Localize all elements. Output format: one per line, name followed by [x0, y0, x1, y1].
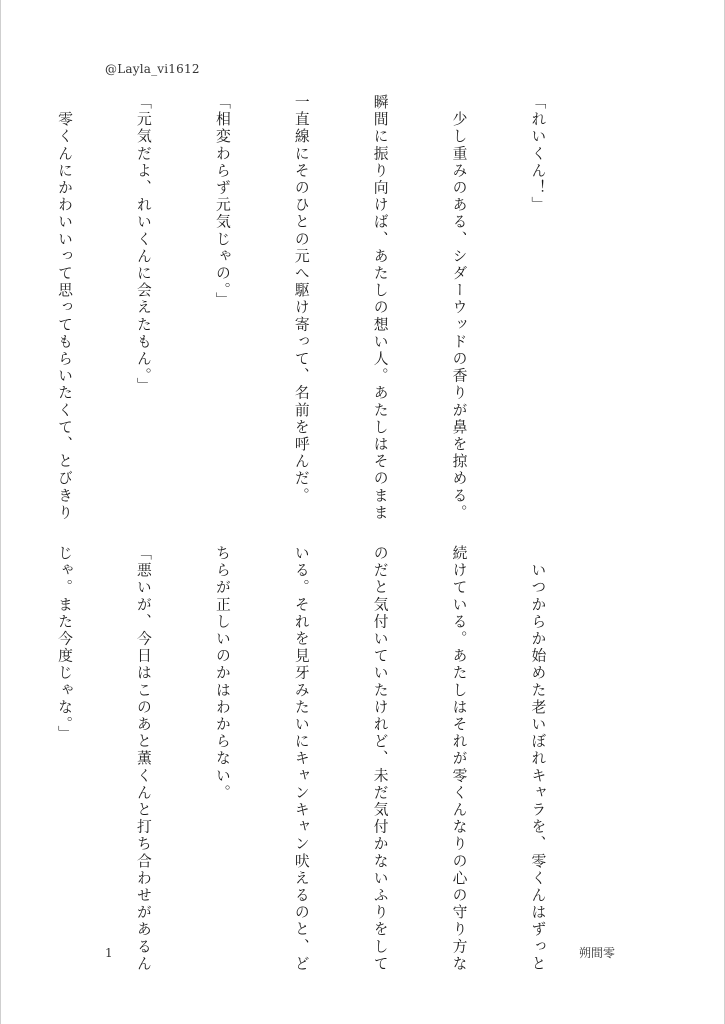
- text-column: 続けている。あたしはそれが零くんなりの心の守り方な: [450, 545, 468, 973]
- text-column: ちらが正しいのかはわからない。: [213, 545, 231, 802]
- text-column: 瞬間に振り向けば、あたしの想い人。あたしはそのまま: [371, 94, 389, 522]
- text-column: 一直線にそのひとの元へ駆け寄って、名前を呼んだ。: [292, 94, 310, 505]
- text-column: いる。それを見牙みたいにキャンキャン吠えるのと、ど: [292, 545, 310, 973]
- running-footer-name: 朔間零: [579, 946, 616, 960]
- text-column: 零くんにかわいいって思ってもらいたくて、とびきり: [56, 94, 74, 522]
- page-number: 1: [105, 946, 113, 960]
- text-block-upper: [56, 94, 603, 522]
- author-handle: @Layla_vi1612: [105, 62, 200, 76]
- text-column: 「元気だよ、れいくんに会えたもん。」: [134, 94, 152, 395]
- text-column: 少し重みのある、シダーウッドの香りが鼻を掠める。: [450, 94, 468, 522]
- text-column: 「悪いが、今日はこのあと薫くんと打ち合わせがあるん: [134, 545, 152, 973]
- text-column: いつからか始めた老いぼれキャラを、零くんはずっと: [529, 545, 547, 973]
- text-column: じゃ。また今度じゃな。」: [56, 545, 74, 743]
- text-column: 「れいくん！」: [529, 94, 547, 214]
- text-column: 「相変わらず元気じゃの。」: [213, 94, 231, 309]
- text-column: のだと気付いていたけれど、未だ気付かないふりをして: [371, 545, 389, 973]
